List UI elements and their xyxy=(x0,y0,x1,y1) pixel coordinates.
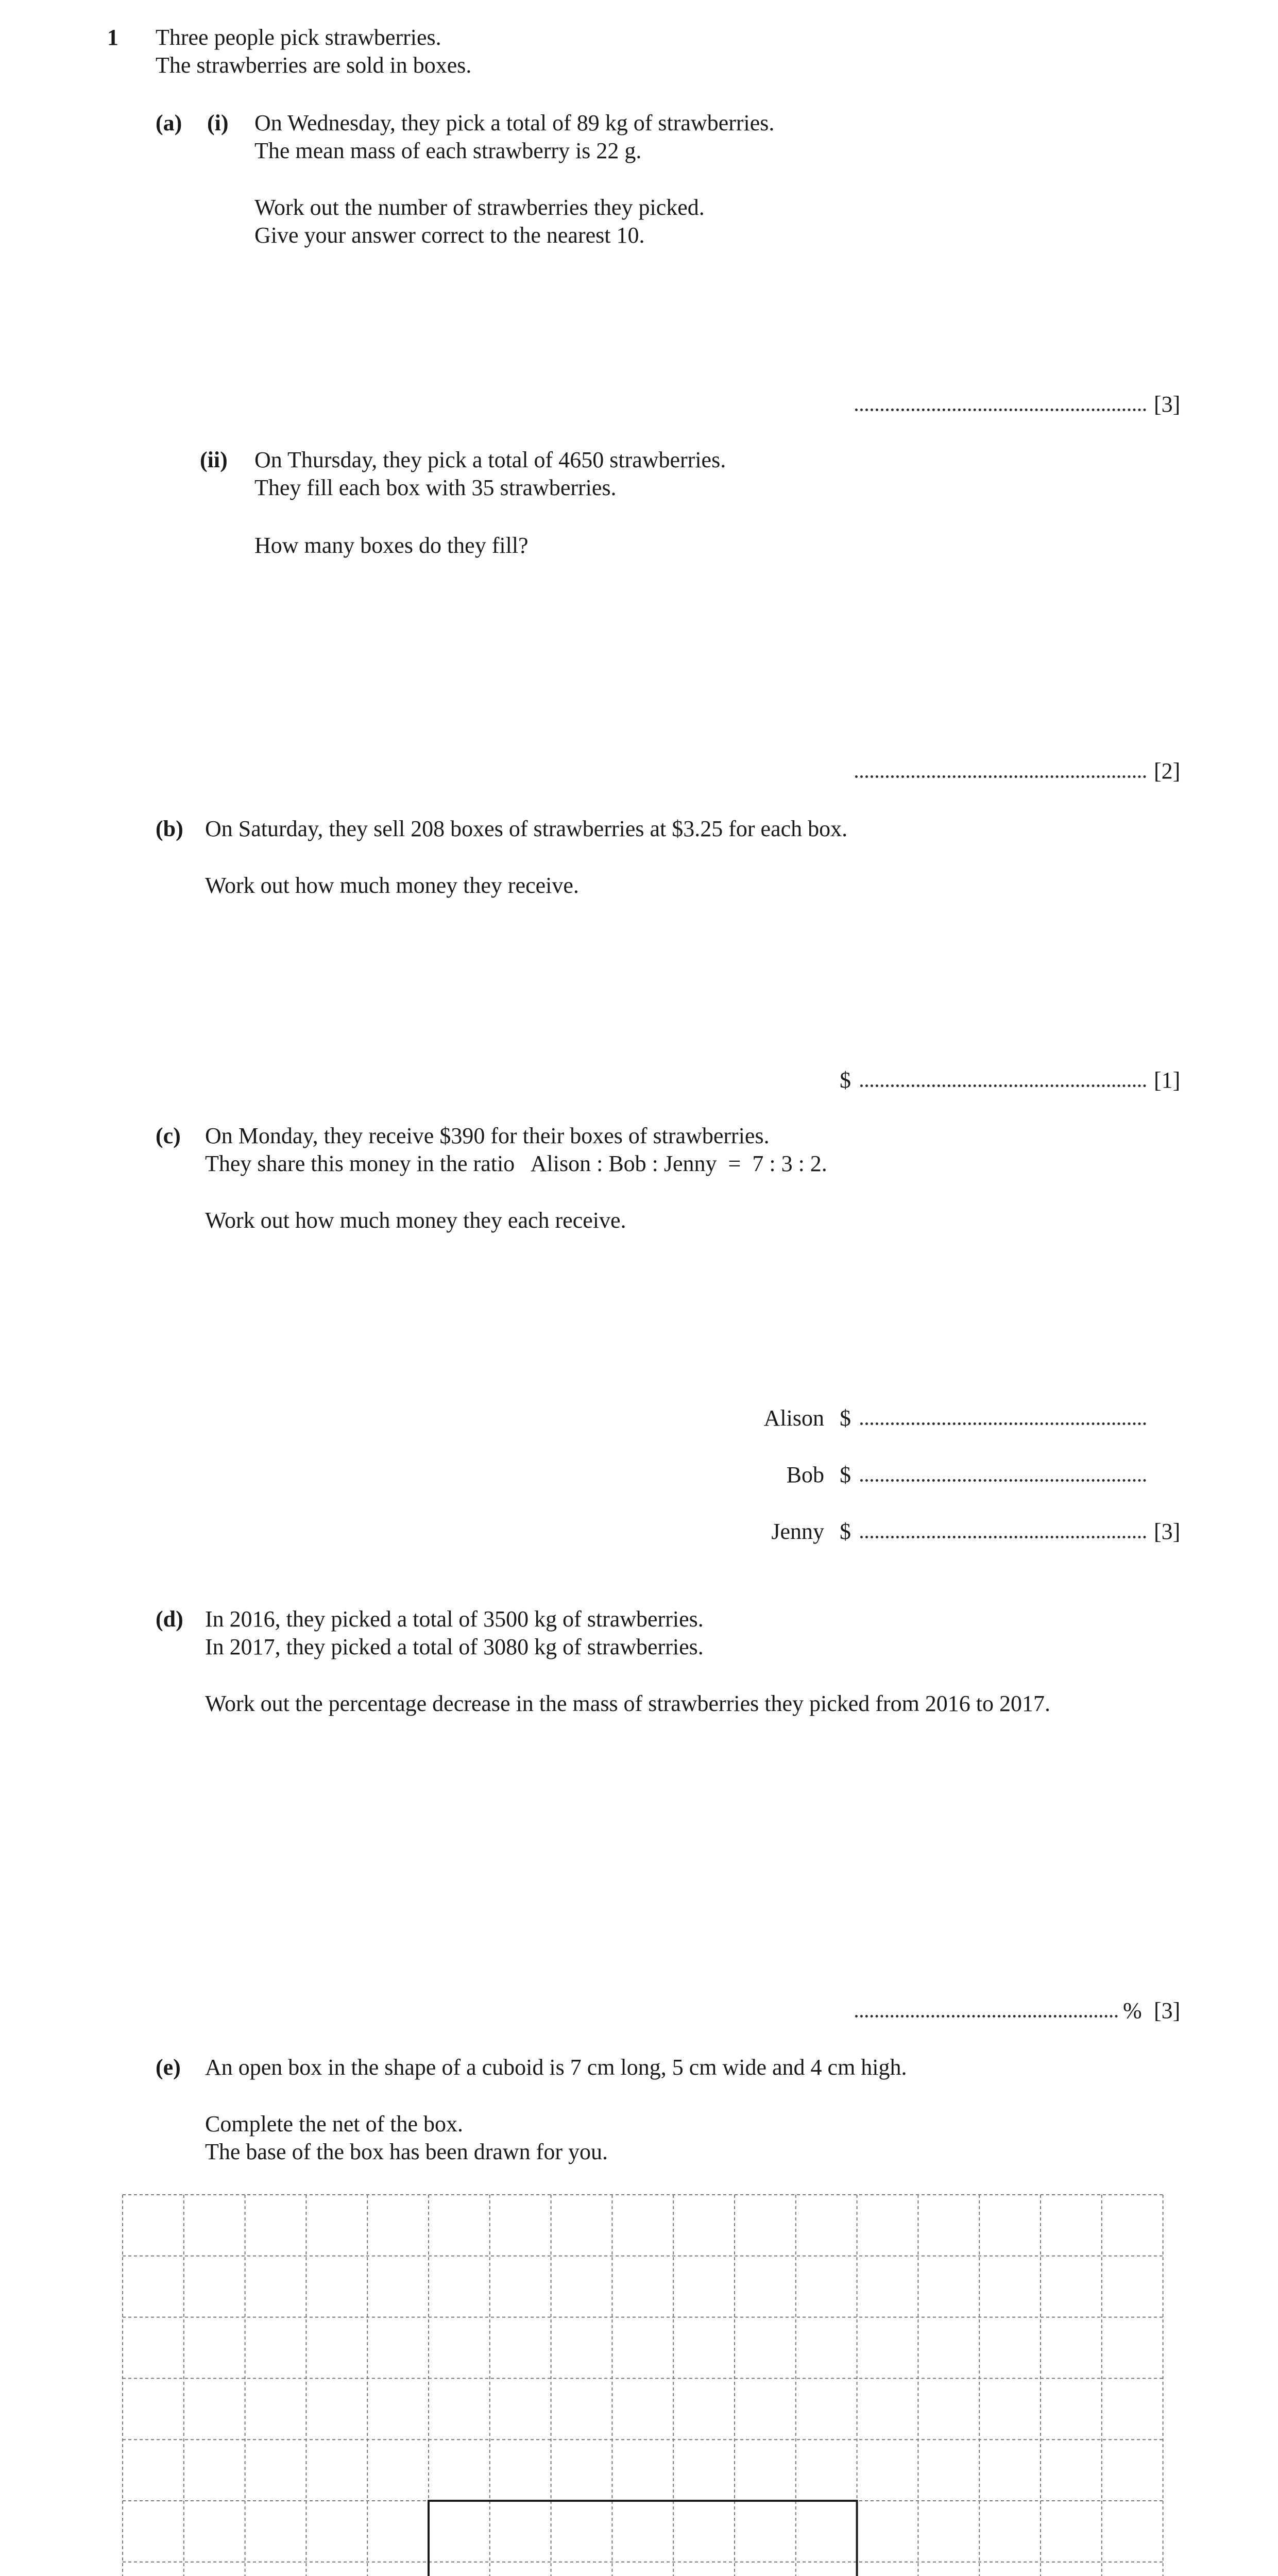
currency-b: $ xyxy=(840,1067,851,1093)
answer-line-b[interactable] xyxy=(840,1066,1185,1094)
currency-bob: $ xyxy=(840,1462,851,1487)
part-b-line-2: Work out how much money they receive. xyxy=(205,873,579,898)
part-a-label: (a) xyxy=(156,110,182,135)
answer-line-d[interactable] xyxy=(855,1997,1185,2025)
answer-line-a-i[interactable] xyxy=(855,391,1185,418)
marks-a-ii: [2] xyxy=(1154,758,1181,784)
answer-name-alison: Alison xyxy=(763,1405,824,1431)
answer-line-jenny[interactable] xyxy=(840,1518,1185,1546)
part-e-line-2: Complete the net of the box. xyxy=(205,2111,463,2137)
part-a-i-line-1: On Wednesday, they pick a total of 89 kg of strawberries. xyxy=(254,110,775,135)
answer-line-bob[interactable] xyxy=(840,1461,1185,1489)
currency-jenny: $ xyxy=(840,1519,851,1544)
part-e-line-3: The base of the box has been drawn for you. xyxy=(205,2139,608,2164)
intro-line-2: The strawberries are sold in boxes. xyxy=(156,53,472,78)
net-grid[interactable] xyxy=(122,2194,1166,2576)
answer-name-jenny: Jenny xyxy=(771,1519,824,1544)
part-a-i-line-2: The mean mass of each strawberry is 22 g. xyxy=(254,138,642,163)
part-d-line-2: In 2017, they picked a total of 3080 kg of strawberries. xyxy=(205,1634,704,1659)
grid-lines xyxy=(123,2195,1163,2576)
part-b-label: (b) xyxy=(156,816,183,841)
question-number: 1 xyxy=(107,25,118,50)
part-c-line-1: On Monday, they receive $390 for their boxes of strawberries. xyxy=(205,1123,770,1148)
marks-b: [1] xyxy=(1154,1067,1181,1093)
part-d-line-3: Work out the percentage decrease in the mass of strawberries they picked from 2016 to 2017. xyxy=(205,1691,1051,1716)
currency-alison: $ xyxy=(840,1405,851,1431)
part-e-label: (e) xyxy=(156,2055,181,2080)
marks-c: [3] xyxy=(1154,1519,1181,1544)
part-a-i-line-4: Give your answer correct to the nearest 10. xyxy=(254,223,645,248)
marks-d: [3] xyxy=(1154,1998,1181,2023)
part-a-i-line-3: Work out the number of strawberries they picked. xyxy=(254,195,705,220)
part-a-ii-label: (ii) xyxy=(200,447,228,472)
part-d-line-1: In 2016, they picked a total of 3500 kg of strawberries. xyxy=(205,1606,704,1632)
part-a-i-label: (i) xyxy=(207,110,229,135)
part-c-line-2: They share this money in the ratio Alison : Bob : Jenny = 7 : 3 : 2. xyxy=(205,1151,827,1176)
part-a-ii-line-2: They fill each box with 35 strawberries. xyxy=(254,475,617,500)
part-d-label: (d) xyxy=(156,1606,183,1632)
part-c-line-3: Work out how much money they each receive. xyxy=(205,1208,626,1233)
answer-line-a-ii[interactable] xyxy=(855,757,1185,785)
part-b-line-1: On Saturday, they sell 208 boxes of strawberries at $3.25 for each box. xyxy=(205,816,848,841)
intro-line-1: Three people pick strawberries. xyxy=(156,25,441,50)
part-a-ii-line-3: How many boxes do they fill? xyxy=(254,533,529,558)
part-e-line-1: An open box in the shape of a cuboid is 7 cm long, 5 cm wide and 4 cm high. xyxy=(205,2055,907,2080)
part-c-label: (c) xyxy=(156,1123,181,1148)
part-a-ii-line-1: On Thursday, they pick a total of 4650 strawberries. xyxy=(254,447,726,472)
answer-line-alison[interactable] xyxy=(840,1404,1185,1432)
marks-a-i: [3] xyxy=(1154,392,1181,417)
box-base-rectangle xyxy=(429,2501,857,2576)
answer-name-bob: Bob xyxy=(786,1462,824,1487)
unit-d: % xyxy=(1123,1998,1142,2023)
